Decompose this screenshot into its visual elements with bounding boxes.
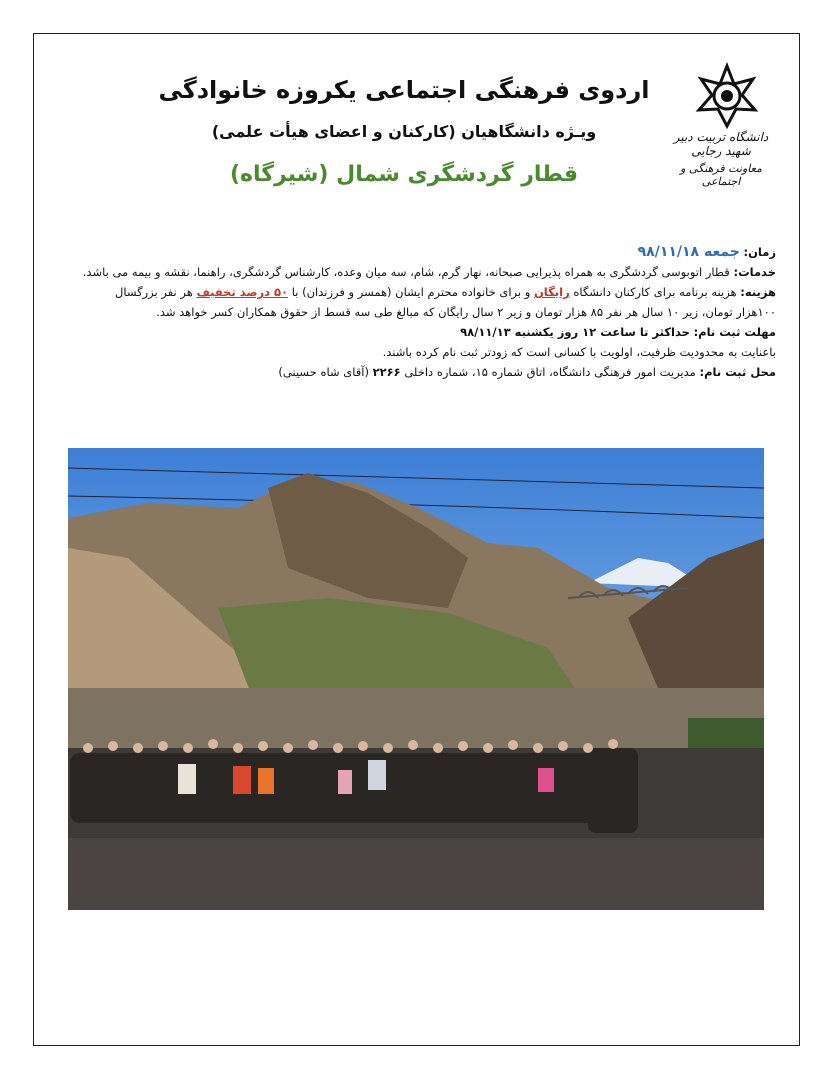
cost-text-1: هزینه برنامه برای کارکنان دانشگاه [573, 285, 737, 299]
cost-label: هزینه: [740, 285, 776, 299]
cost-line-2: ۱۰۰هزار تومان، زیر ۱۰ سال هر نفر ۸۵ هزار تومان و زیر ۲ سال رایگان که مبالغ طی سه قسط از حقوق همکاران کسر خواهد شد. [156, 305, 776, 319]
place-label: محل ثبت نام: [699, 365, 776, 379]
deadline-value: حداکثر تا ساعت ۱۲ روز یکشنبه ۹۸/۱۱/۱۳ [460, 325, 690, 339]
services-row [64, 262, 776, 282]
logo-text-department: معاونت فرهنگی و اجتماعی [680, 162, 762, 188]
place-value-1: مدیریت امور فرهنگی دانشگاه، اتاق شماره ۱۵، شماره داخلی [404, 365, 696, 379]
place-ext: ۲۲۶۶ [372, 365, 401, 379]
services-label: خدمات: [733, 265, 776, 279]
time-label: زمان: [743, 245, 776, 259]
time-value: جمعه ۹۸/۱۱/۱۸ [637, 244, 740, 260]
trip-info [64, 242, 776, 382]
cost-row-2 [64, 302, 776, 322]
place-value-2: (آقای شاه حسینی) [278, 365, 369, 379]
place-row [64, 362, 776, 382]
poster-page [33, 33, 800, 1046]
cost-free: رایگان [533, 285, 570, 299]
deadline-label: مهلت ثبت نام: [693, 325, 776, 339]
cost-row [64, 282, 776, 302]
trip-headline: قطار گردشگری شمال (شیرگاه) [230, 162, 578, 187]
page-subtitle: ویـژه دانشگاهیان (کارکنان و اعضای هیأت علمی) [211, 122, 597, 141]
group-photo [68, 448, 764, 910]
cost-text-2: و برای خانواده محترم ایشان (همسر و فرزندان) با [291, 285, 531, 299]
page-title: اردوی فرهنگی اجتماعی یکروزه خانوادگی [158, 76, 650, 104]
deadline-row [64, 322, 776, 342]
services-value: قطار اتوبوسی گردشگری به همراه پذیرایی صبحانه، نهار گرم، شام، سه میان وعده، کارشناس گردشگری، راهنما، نقشه و بیمه می باشد. [82, 265, 730, 279]
cost-discount: ۵۰ درصد تخفیف [196, 285, 289, 299]
logo-text-university: دانشگاه تربیت دبیر شهید رجایی [673, 130, 769, 158]
capacity-note: باعنایت به محدودیت ظرفیت، اولویت با کسانی است که زودتر ثبت نام کرده باشند. [382, 345, 776, 359]
note-row [64, 342, 776, 362]
cost-text-3: هر نفر بزرگسال [115, 285, 193, 299]
time-row [64, 242, 776, 262]
